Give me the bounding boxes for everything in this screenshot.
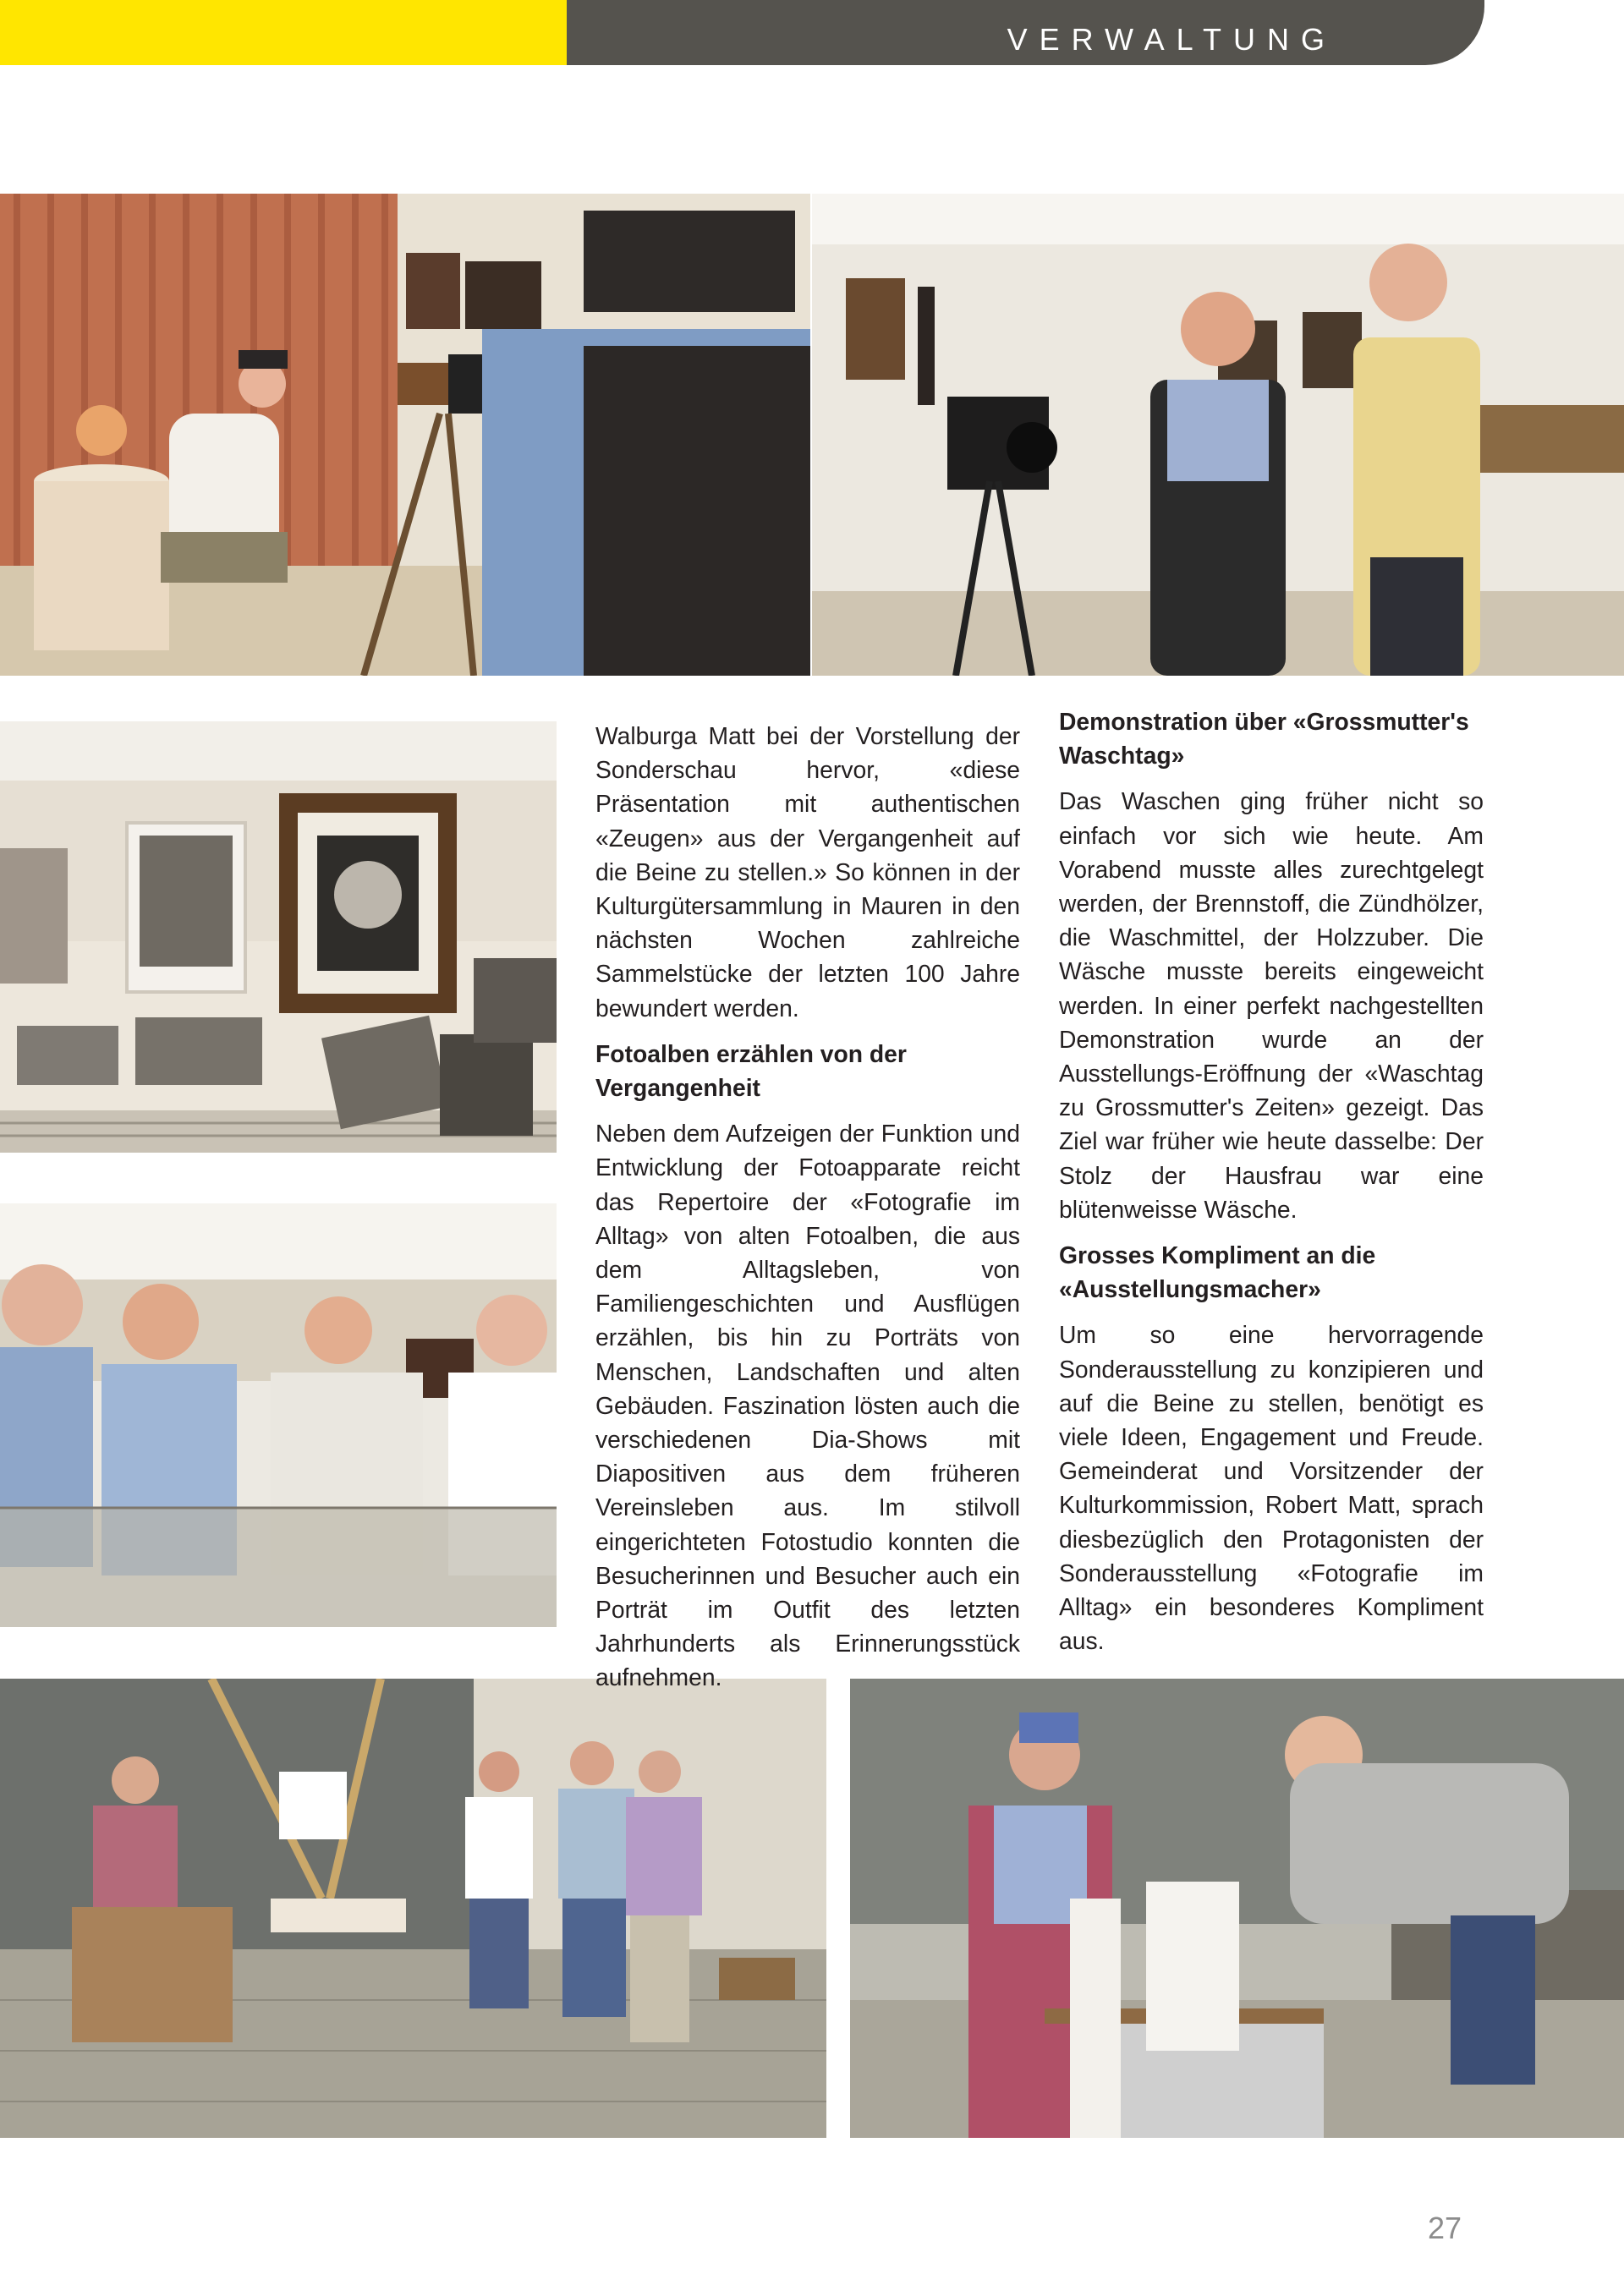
photo-visitor-group: [0, 1203, 557, 1627]
photo-camera-presenters: [812, 194, 1624, 676]
heading-compliment: Grosses Kompliment an die «Ausstellungsmacher»: [1059, 1241, 1376, 1303]
text-column-middle: [595, 719, 1020, 1707]
compliment-paragraph: Um so eine hervorragende Sonderausstellung zu konzipieren und auf die Beine zu stellen, benötigt es viele Ideen, Engagement und Freude. Gemeinderat und Vorsitzender der Kulturkommission, Robert Matt, sprach diesbezüglich den Protagonisten der Sonderausstellung «Fotografie im Alltag» ein besonderes Kompliment aus.: [1059, 1321, 1484, 1655]
heading-laundry-demo: Demonstration über «Grossmutter's Waschtag»: [1059, 708, 1469, 770]
laundry-demo-paragraph: Das Waschen ging früher nicht so einfach vor sich wie heute. Am Vorabend musste alles zurechtgelegt werden, der Brennstoff, die Zündhölzer, die Waschmittel, der Holzzuber. Die Wäsche musste bereits eingeweicht werden. In einer perfekt nachgestellten Demonstration wurde an der Ausstellungs-Eröffnung der «Waschtag zu Grossmutter's Zeiten» gezeigt. Das Ziel war früher wie heute dasselbe: Der Stolz der Hausfrau war eine blütenweisse Wäsche.: [1059, 787, 1484, 1223]
photo-portrait-studio: [0, 194, 810, 676]
photo-laundry-demo-close: [850, 1679, 1624, 2138]
text-column-right: [1059, 704, 1484, 1669]
heading-photo-albums: Fotoalben erzählen von der Vergangenheit: [595, 1039, 907, 1102]
page-number: 27: [1428, 2211, 1462, 2245]
photo-albums-paragraph: Neben dem Aufzeigen der Funktion und Entwicklung der Fotoapparate reicht das Repertoire der «Fotografie im Alltag» von alten Fotoalben, die aus dem Alltagsleben, von Familiengeschichten und Ausflügen erzählen, bis hin zu Porträts von Menschen, Landschaften und alten Gebäuden. Faszination lösten auch die verschiedenen Dia-Shows mit Diapositiven aus dem früheren Vereinsleben aus. Im stilvoll eingerichteten Fotostudio konnten die Besucherinnen und Besucher auch ein Porträt im Outfit des letzten Jahrhunderts als Erinnerungsstück aufnehmen.: [595, 1120, 1020, 1691]
intro-paragraph: Walburga Matt bei der Vorstellung der Sonderschau hervor, «diese Präsentation mit authentischen «Zeugen» aus der Vergangenheit auf die Beine zu stellen.» So können in der Kulturgütersammlung in Mauren in den nächsten Wochen zahlreiche Sammelstücke der letzten 100 Jahre bewundert werden.: [595, 722, 1020, 1022]
photo-historic-photographs: [0, 721, 557, 1153]
header-accent-bar: [0, 0, 567, 65]
photo-laundry-demo-wide: [0, 1679, 826, 2138]
section-title: VERWALTUNG: [1007, 22, 1336, 57]
